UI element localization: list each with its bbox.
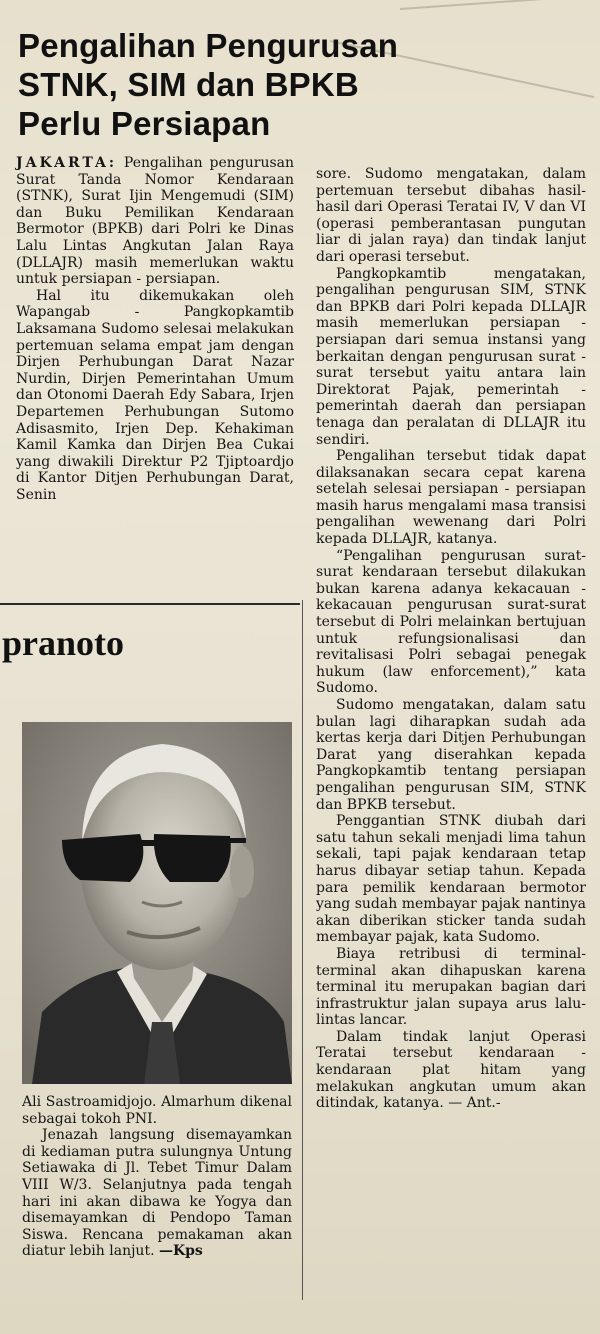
column-divider bbox=[302, 600, 303, 1300]
article-paragraph: “Pengalihan pengurusan surat-surat kendaraan tersebut dilakukan bukan karena adanya kekacauan - kekacauan pengurusan surat-surat tersebut di Polri melainkan bertujuan untuk refungsionalisasi dan revitalisasi Polri sebagai penegak hukum (law enforcement),” kata Sudomo. bbox=[316, 547, 586, 697]
article-column-2 bbox=[316, 166, 586, 1112]
article-paragraph: Dalam tindak lanjut Operasi Teratai tersebut kendaraan - kendaraan plat hitam yang melakukan angkutan umum akan ditindak, katanya. — Ant.- bbox=[316, 1028, 586, 1112]
portrait-illustration bbox=[22, 722, 292, 1084]
article-lead-text: Pengalihan pengurusan Surat Tanda Nomor Kendaraan (STNK), Surat Ijin Mengemudi (SIM) dan Buku Pemilikan Kendaraan Bermotor (BPKB) dari Polri ke Dinas Lalu Lintas Angkutan Jalan Raya (DLLAJR) masih memerlukan waktu untuk persiapan - persiapan. bbox=[16, 155, 295, 288]
obituary-paragraph bbox=[22, 1127, 292, 1260]
headline-line-2: STNK, SIM dan BPKB bbox=[18, 66, 359, 103]
article-headline bbox=[18, 26, 578, 143]
headline-line-1: Pengalihan Pengurusan bbox=[18, 27, 399, 64]
obituary-paragraph-text: Jenazah langsung disemayamkan di kediaman putra sulungnya Untung Setiawaka di Jl. Tebet Timur Dalam VIII W/3. Selanjutnya pada tengah hari ini akan dibawa ke Yogya dan disemayamkan di Pendopo Taman Siswa. Rencana pemakaman akan diatur lebih lanjut. bbox=[22, 1127, 292, 1260]
article-paragraph: Penggantian STNK diubah dari satu tahun sekali menjadi lima tahun sekali, tapi pajak kendaraan tetap harus dibayar setiap tahun. Kepada para pemilik kendaraan bermotor yang sudah membayar pajak nantinya akan diberikan sticker tanda sudah membayar pajak, kata Sudomo. bbox=[316, 813, 586, 946]
article-paragraph: Pangkopkamtib mengatakan, pengalihan pengurusan SIM, STNK dan BPKB dari Polri kepada DLLAJR masih memerlukan persiapan - persiapan dari semua instansi yang berkaitan dengan pengurusan surat - surat tersebut yaitu antara lain Direktorat Pajak, pemerintah - pemerintah daerah dan persiapan tenaga dan peralatan di DLLAJR itu sendiri. bbox=[316, 265, 586, 448]
dateline: JAKARTA: bbox=[16, 155, 118, 171]
article-column-1 bbox=[16, 155, 294, 503]
portrait-photo bbox=[22, 722, 292, 1084]
article-paragraph: Pengalihan tersebut tidak dapat dilaksanakan secara cepat karena setelah selesai persiapan - persiapan masih harus mengalami masa transisi pengalihan wewenang dari Polri kepada DLLAJR, katanya. bbox=[316, 448, 586, 548]
obituary-credit: —Kps bbox=[158, 1243, 203, 1260]
obituary-text bbox=[22, 1094, 292, 1260]
article-paragraph bbox=[16, 155, 294, 288]
article-paragraph: sore. Sudomo mengatakan, dalam pertemuan tersebut dibahas hasil-hasil dari Operasi Teratai IV, V dan VI (operasi pemberantasan pungutan liar di jalan raya) dan tindak lanjut dari operasi tersebut. bbox=[316, 166, 586, 265]
headline-line-3: Perlu Persiapan bbox=[18, 105, 271, 142]
obituary-title-fragment: pranoto bbox=[2, 623, 125, 663]
article-paragraph: Hal itu dikemukakan oleh Wapangab - Pangkopkamtib Laksamana Sudomo selesai melakukan pertemuan selama empat jam dengan Dirjen Perhubungan Darat Nazar Nurdin, Dirjen Pemerintahan Umum dan Otonomi Daerah Edy Sabara, Irjen Departemen Perhubungan Sutomo Adisasmito, Irjen Dep. Kehakiman Kamil Kamka dan Dirjen Bea Cukai yang diwakili Direktur P2 Tjiptoardjo di Kantor Ditjen Perhubungan Darat, Senin bbox=[16, 287, 294, 503]
obituary-paragraph: Ali Sastroamidjojo. Almarhum dikenal sebagai tokoh PNI. bbox=[22, 1094, 292, 1127]
article-paragraph: Sudomo mengatakan, dalam satu bulan lagi diharapkan sudah ada kertas kerja dari Ditjen Perhubungan Darat yang diserahkan kepada Pangkopkamtib tentang persiapan pengalihan pengurusan SIM, STNK dan BPKB tersebut. bbox=[316, 697, 586, 813]
article-paragraph: Biaya retribusi di terminal-terminal akan dihapuskan karena terminal itu merupakan bagian dari infrastruktur jalan supaya arus lalu-lintas lancar. bbox=[316, 945, 586, 1029]
